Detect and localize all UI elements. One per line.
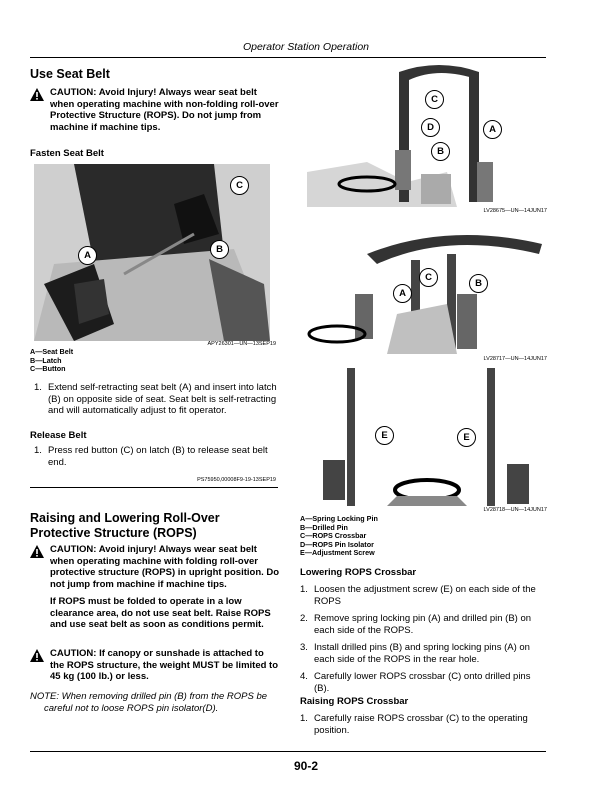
list-item: 4. Carefully lower ROPS crossbar (C) onto drilled pins (B). — [300, 671, 531, 694]
rops-photo-3 — [307, 368, 547, 506]
seat-belt-photo — [34, 164, 270, 341]
callout-b: B — [210, 240, 229, 259]
callout-b: B — [469, 274, 488, 293]
caution-text: CAUTION: Avoid injury! Always wear seat belt when operating machine with folding roll-over protective structure (ROPS) in upright position. Do not jump from machine if machine tips. — [50, 544, 280, 590]
footer-rule — [30, 751, 546, 752]
callout-a: A — [483, 120, 502, 139]
legend-rops — [300, 515, 378, 558]
subsection-title-fasten: Fasten Seat Belt — [30, 148, 104, 159]
callout-d: D — [421, 118, 440, 137]
subsection-title-release: Release Belt — [30, 430, 87, 441]
image-id-seat-belt: APY26301—UN—13SEP19 — [207, 341, 276, 347]
caution-text: CAUTION: If canopy or sunshade is attached to the ROPS structure, the weight MUST be limited to 45 kg (100 lb.) or less. — [50, 648, 279, 682]
list-item: 1. Loosen the adjustment screw (E) on each side of the ROPS — [300, 584, 536, 607]
legend-seat-belt — [30, 348, 73, 374]
callout-e: E — [375, 426, 394, 445]
note-text: NOTE: When removing drilled pin (B) from the ROPS be careful not to loose ROPS pin isolator(D). — [30, 691, 268, 714]
caution-text: If ROPS must be folded to operate in a low clearance area, do not use seat belt. Raise ROPS and use seat belt as soon as conditions permit. — [50, 596, 271, 630]
caution-block-seat-belt — [30, 87, 280, 133]
header-rule — [30, 57, 546, 58]
doc-ref: PS75950,00008F9-19-13SEP19 — [197, 477, 276, 483]
list-item: 1. Carefully raise ROPS crossbar (C) to the operating position. — [300, 713, 528, 736]
release-steps-list — [34, 445, 278, 468]
list-item: 1. Press red button (C) on latch (B) to release seat belt end. — [34, 445, 268, 468]
callout-b: B — [431, 142, 450, 161]
callout-e: E — [457, 428, 476, 447]
warning-icon — [30, 649, 44, 662]
lowering-steps-list — [300, 584, 548, 694]
legend-item: E—Adjustment Screw — [300, 548, 375, 558]
raising-steps-list — [300, 713, 548, 736]
subsection-title-lowering: Lowering ROPS Crossbar — [300, 567, 417, 578]
section-title-rops: Raising and Lowering Roll-Over Protective Structure (ROPS) — [30, 511, 220, 540]
legend-item: C—Button — [30, 364, 66, 374]
section-title-use-seat-belt: Use Seat Belt — [30, 67, 110, 81]
subsection-title-raising: Raising ROPS Crossbar — [300, 696, 409, 707]
legend-item: A—Seat Belt — [30, 347, 74, 356]
list-item: 2. Remove spring locking pin (A) and drilled pin (B) on each side of the ROPS. — [300, 613, 532, 636]
image-id-rops-3: LV28718—UN—14JUN17 — [483, 507, 547, 513]
warning-icon — [30, 545, 44, 558]
callout-c: C — [419, 268, 438, 287]
list-item: 1. Extend self-retracting seat belt (A) and insert into latch (B) on opposite side of seat. Seat belt is self-retracting and will automatically adjust to fit operator. — [34, 382, 277, 416]
legend-item: A—Spring Locking Pin — [300, 514, 378, 523]
callout-a: A — [393, 284, 412, 303]
rops-photo-2 — [307, 224, 547, 354]
legend-item: B—Latch — [30, 355, 62, 365]
caution-block-weight — [30, 648, 280, 683]
caution-text: CAUTION: Avoid Injury! Always wear seat belt when operating machine with non-folding roll-over Protective Structure (ROPS). Do not jump from machine if machine tips. — [50, 87, 279, 133]
rops-illustration-3 — [307, 368, 547, 506]
legend-item: D—ROPS Pin Isolator — [300, 539, 374, 549]
warning-icon — [30, 88, 44, 101]
image-id-rops-2: LV28717—UN—14JUN17 — [483, 356, 547, 362]
image-id-rops-1: LV28675—UN—14JUN17 — [483, 208, 547, 214]
callout-c: C — [230, 176, 249, 195]
rops-photo-1 — [307, 62, 547, 207]
legend-item: C—ROPS Crossbar — [300, 531, 367, 541]
page-number: 90-2 — [293, 759, 319, 773]
list-item: 3. Install drilled pins (B) and spring locking pins (A) on each side of the ROPS in the rear hole. — [300, 642, 530, 665]
callout-a: A — [78, 246, 97, 265]
caution-block-rops — [30, 544, 280, 631]
section-divider — [30, 487, 278, 488]
callout-c: C — [425, 90, 444, 109]
rops-illustration-2 — [307, 224, 547, 354]
legend-item: B—Drilled Pin — [300, 522, 348, 532]
page-header-title: Operator Station Operation — [242, 41, 370, 53]
fasten-steps-list — [34, 382, 278, 417]
